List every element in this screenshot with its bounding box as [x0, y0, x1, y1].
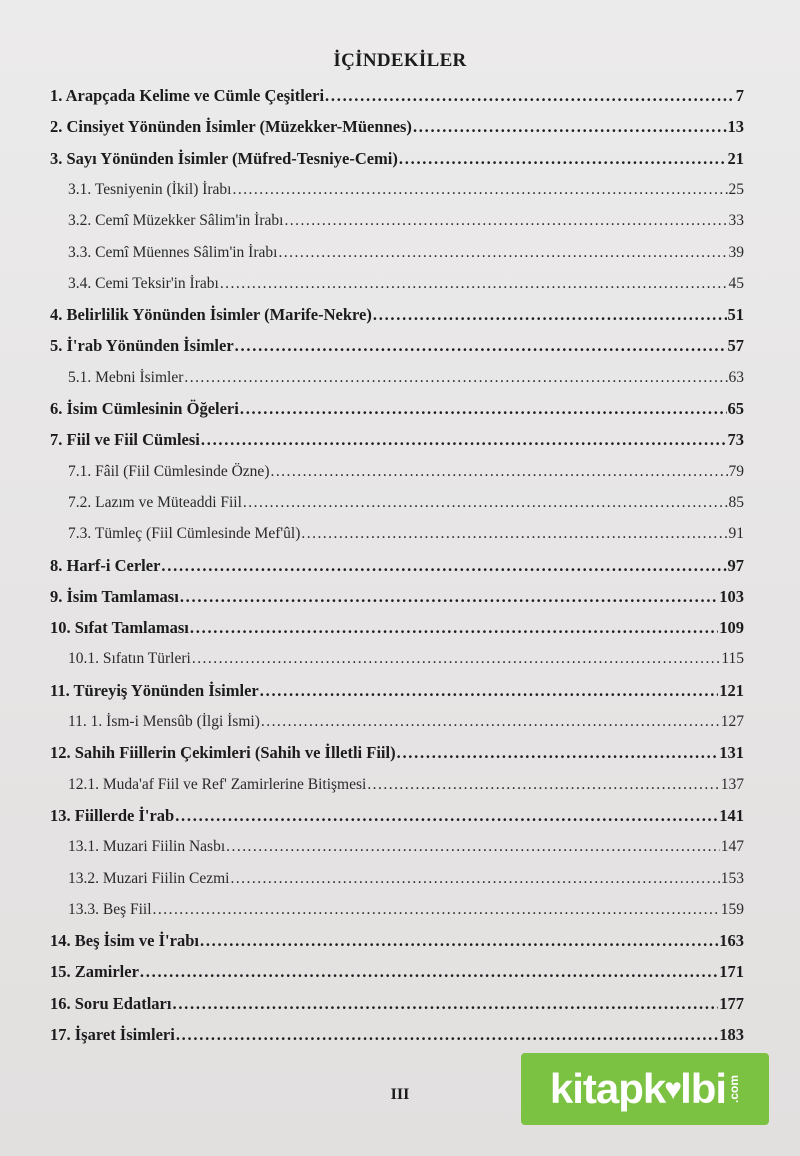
- dot-leader: [192, 647, 720, 671]
- toc-entry-title: 15. Zamirler: [50, 962, 139, 982]
- toc-chapter-row: [50, 147, 744, 171]
- dot-leader: [284, 209, 727, 233]
- toc-page-number: 137: [720, 775, 744, 793]
- dot-leader: [153, 898, 720, 922]
- dot-leader: [233, 178, 728, 202]
- toc-entry-title: 5.1. Mebni İsimler: [68, 368, 184, 386]
- toc-entry-title: 5. İ'rab Yönünden İsimler: [50, 336, 234, 356]
- toc-entry-title: 16. Soru Edatları: [50, 993, 172, 1013]
- toc-entry-title: 3.3. Cemî Müennes Sâlim'in İrabı: [68, 243, 278, 261]
- toc-chapter-row: [50, 616, 744, 640]
- toc-page-number: 91: [728, 525, 744, 543]
- toc-entry-title: 3.4. Cemi Teksir'in İrabı: [68, 274, 219, 292]
- toc-section-row: [68, 773, 744, 797]
- toc-chapter-row: [50, 992, 744, 1016]
- toc-chapter-row: [50, 115, 744, 139]
- dot-leader: [230, 867, 719, 891]
- toc-entry-title: 1. Arapçada Kelime ve Cümle Çeşitleri: [50, 86, 325, 105]
- toc-entry-title: 6. İsim Cümlesinin Öğeleri: [50, 399, 239, 418]
- toc-chapter-row: [50, 1023, 744, 1047]
- toc-chapter-row: [50, 428, 744, 452]
- toc-entry-title: 8. Harf-i Cerler: [50, 555, 161, 575]
- toc-entry-title: 13.2. Muzari Fiilin Cezmi: [68, 869, 230, 887]
- toc-section-row: [68, 209, 744, 233]
- toc-page-number: 79: [728, 462, 744, 480]
- toc-section-row: [68, 835, 744, 859]
- toc-entry-title: 9. İsim Tamlaması: [50, 586, 179, 606]
- toc-entry-title: 4. Belirlilik Yönünden İsimler (Marife-Nekre): [50, 305, 372, 325]
- toc-page-number: 73: [727, 430, 744, 450]
- toc-chapter-row: [50, 397, 744, 421]
- toc-entry-title: 12. Sahih Fiillerin Çekimleri (Sahih ve İlletli Fiil): [50, 743, 396, 763]
- toc-entry-title: 7. Fiil ve Fiil Cümlesi: [50, 430, 200, 450]
- toc-page-number: 85: [728, 493, 744, 511]
- toc-entry-title: 3. Sayı Yönünden İsimler (Müfred-Tesniye-Cemi): [50, 148, 398, 168]
- toc-page-number: 115: [721, 650, 744, 668]
- toc-chapter-row: [50, 679, 744, 703]
- toc-page-number: 109: [719, 618, 744, 638]
- toc-section-row: [68, 241, 744, 265]
- toc-page-number: 141: [719, 805, 744, 825]
- dot-leader: [260, 679, 719, 703]
- dot-leader: [201, 428, 727, 452]
- toc-entry-title: 13.3. Beş Fiil: [68, 900, 152, 918]
- dot-leader: [200, 929, 718, 953]
- dot-leader: [373, 303, 727, 327]
- toc-entry-title: 11. Türeyiş Yönünden İsimler: [50, 680, 259, 700]
- toc-section-row: [68, 710, 744, 734]
- dot-leader: [325, 84, 735, 108]
- dot-leader: [367, 773, 719, 797]
- dot-leader: [261, 710, 720, 734]
- toc-entry-title: 7.1. Fâil (Fiil Cümlesinde Özne): [68, 462, 270, 480]
- kitapkalbi-watermark-logo: [521, 1053, 769, 1125]
- toc-entry-title: 7.2. Lazım ve Müteaddi Fiil: [68, 493, 242, 511]
- toc-section-row: [68, 460, 744, 484]
- dot-leader: [226, 835, 720, 859]
- dot-leader: [220, 272, 728, 296]
- toc-page-number: 33: [728, 212, 744, 230]
- toc-page-number: 25: [728, 180, 744, 198]
- toc-page-number: 63: [728, 368, 744, 386]
- toc-page-number: 121: [719, 680, 744, 700]
- toc-section-row: [68, 867, 744, 891]
- toc-page-number: 147: [720, 838, 744, 856]
- toc-entry-title: 17. İşaret İsimleri: [50, 1025, 175, 1044]
- dot-leader: [140, 960, 718, 984]
- toc-section-row: [68, 491, 744, 515]
- watermark-text: kitapk♥lbi: [549, 1065, 727, 1112]
- dot-leader: [397, 741, 719, 765]
- toc-entry-title: 2. Cinsiyet Yönünden İsimler (Müzekker-Müennes): [50, 117, 412, 137]
- dot-leader: [301, 522, 727, 546]
- toc-title: İÇİNDEKİLER: [333, 50, 467, 71]
- dot-leader: [176, 1023, 718, 1047]
- toc-entry-title: 3.1. Tesniyenin (İkil) İrabı: [68, 180, 232, 198]
- toc-page-number: 153: [720, 869, 744, 887]
- toc-page-number: 45: [728, 274, 744, 292]
- toc-chapter-row: [50, 334, 744, 358]
- dot-leader: [399, 147, 727, 171]
- toc-page-number: 177: [719, 993, 744, 1013]
- toc-entry-title: 11. 1. İsm-i Mensûb (İlgi İsmi): [68, 713, 260, 730]
- toc-page-number: 57: [727, 336, 744, 356]
- toc-page-number: 65: [727, 399, 744, 418]
- page-number-footer: III: [390, 1086, 410, 1103]
- toc-section-row: [68, 522, 744, 546]
- toc-chapter-row: [50, 741, 744, 765]
- toc-entry-title: 10. Sıfat Tamlaması: [50, 618, 189, 638]
- toc-section-row: [68, 366, 744, 390]
- toc-entry-title: 3.2. Cemî Müzekker Sâlim'in İrabı: [68, 212, 284, 230]
- toc-chapter-row: [50, 554, 744, 578]
- toc-section-row: [68, 647, 744, 671]
- toc-section-row: [68, 898, 744, 922]
- dot-leader: [235, 334, 727, 358]
- toc-section-row: [68, 272, 744, 296]
- toc-entry-title: 7.3. Tümleç (Fiil Cümlesinde Mef'ûl): [68, 525, 301, 543]
- dot-leader: [240, 397, 727, 421]
- dot-leader: [270, 460, 727, 484]
- dot-leader: [243, 491, 728, 515]
- watermark-suffix: .com: [727, 1074, 742, 1103]
- toc-page-number: 21: [727, 148, 744, 168]
- toc-page-number: 97: [727, 555, 744, 575]
- toc-entry-title: 10.1. Sıfatın Türleri: [68, 650, 191, 668]
- toc-page-number: 51: [727, 305, 744, 325]
- dot-leader: [161, 554, 726, 578]
- dot-leader: [413, 115, 727, 139]
- toc-page-number: 131: [719, 743, 744, 763]
- toc-section-row: [68, 178, 744, 202]
- toc-page-number: 183: [719, 1025, 744, 1044]
- toc-page-number: 7: [735, 86, 744, 105]
- dot-leader: [190, 616, 718, 640]
- toc-chapter-row: [50, 929, 744, 953]
- dot-leader: [184, 366, 727, 390]
- heart-icon: ♥: [664, 1073, 682, 1106]
- toc-page-number: 171: [719, 962, 744, 982]
- dot-leader: [175, 804, 718, 828]
- toc-chapter-row: [50, 303, 744, 327]
- toc-chapter-row: [50, 84, 744, 108]
- toc-entry-title: 13. Fiillerde İ'rab: [50, 805, 175, 825]
- toc-entry-title: 14. Beş İsim ve İ'rabı: [50, 931, 199, 951]
- dot-leader: [180, 585, 718, 609]
- toc-entry-title: 12.1. Muda'af Fiil ve Ref' Zamirlerine Bitişmesi: [68, 775, 367, 793]
- toc-chapter-row: [50, 804, 744, 828]
- toc-page-number: 159: [720, 900, 744, 918]
- toc-entry-title: 13.1. Muzari Fiilin Nasbı: [68, 838, 226, 856]
- toc-page-number: 163: [719, 931, 744, 951]
- toc-page-number: 127: [720, 713, 744, 730]
- dot-leader: [278, 241, 727, 265]
- toc-page-number: 39: [728, 243, 744, 261]
- toc-page-number: 103: [719, 586, 744, 606]
- dot-leader: [172, 992, 718, 1016]
- toc-chapter-row: [50, 585, 744, 609]
- toc-chapter-row: [50, 960, 744, 984]
- toc-page-number: 13: [727, 117, 744, 137]
